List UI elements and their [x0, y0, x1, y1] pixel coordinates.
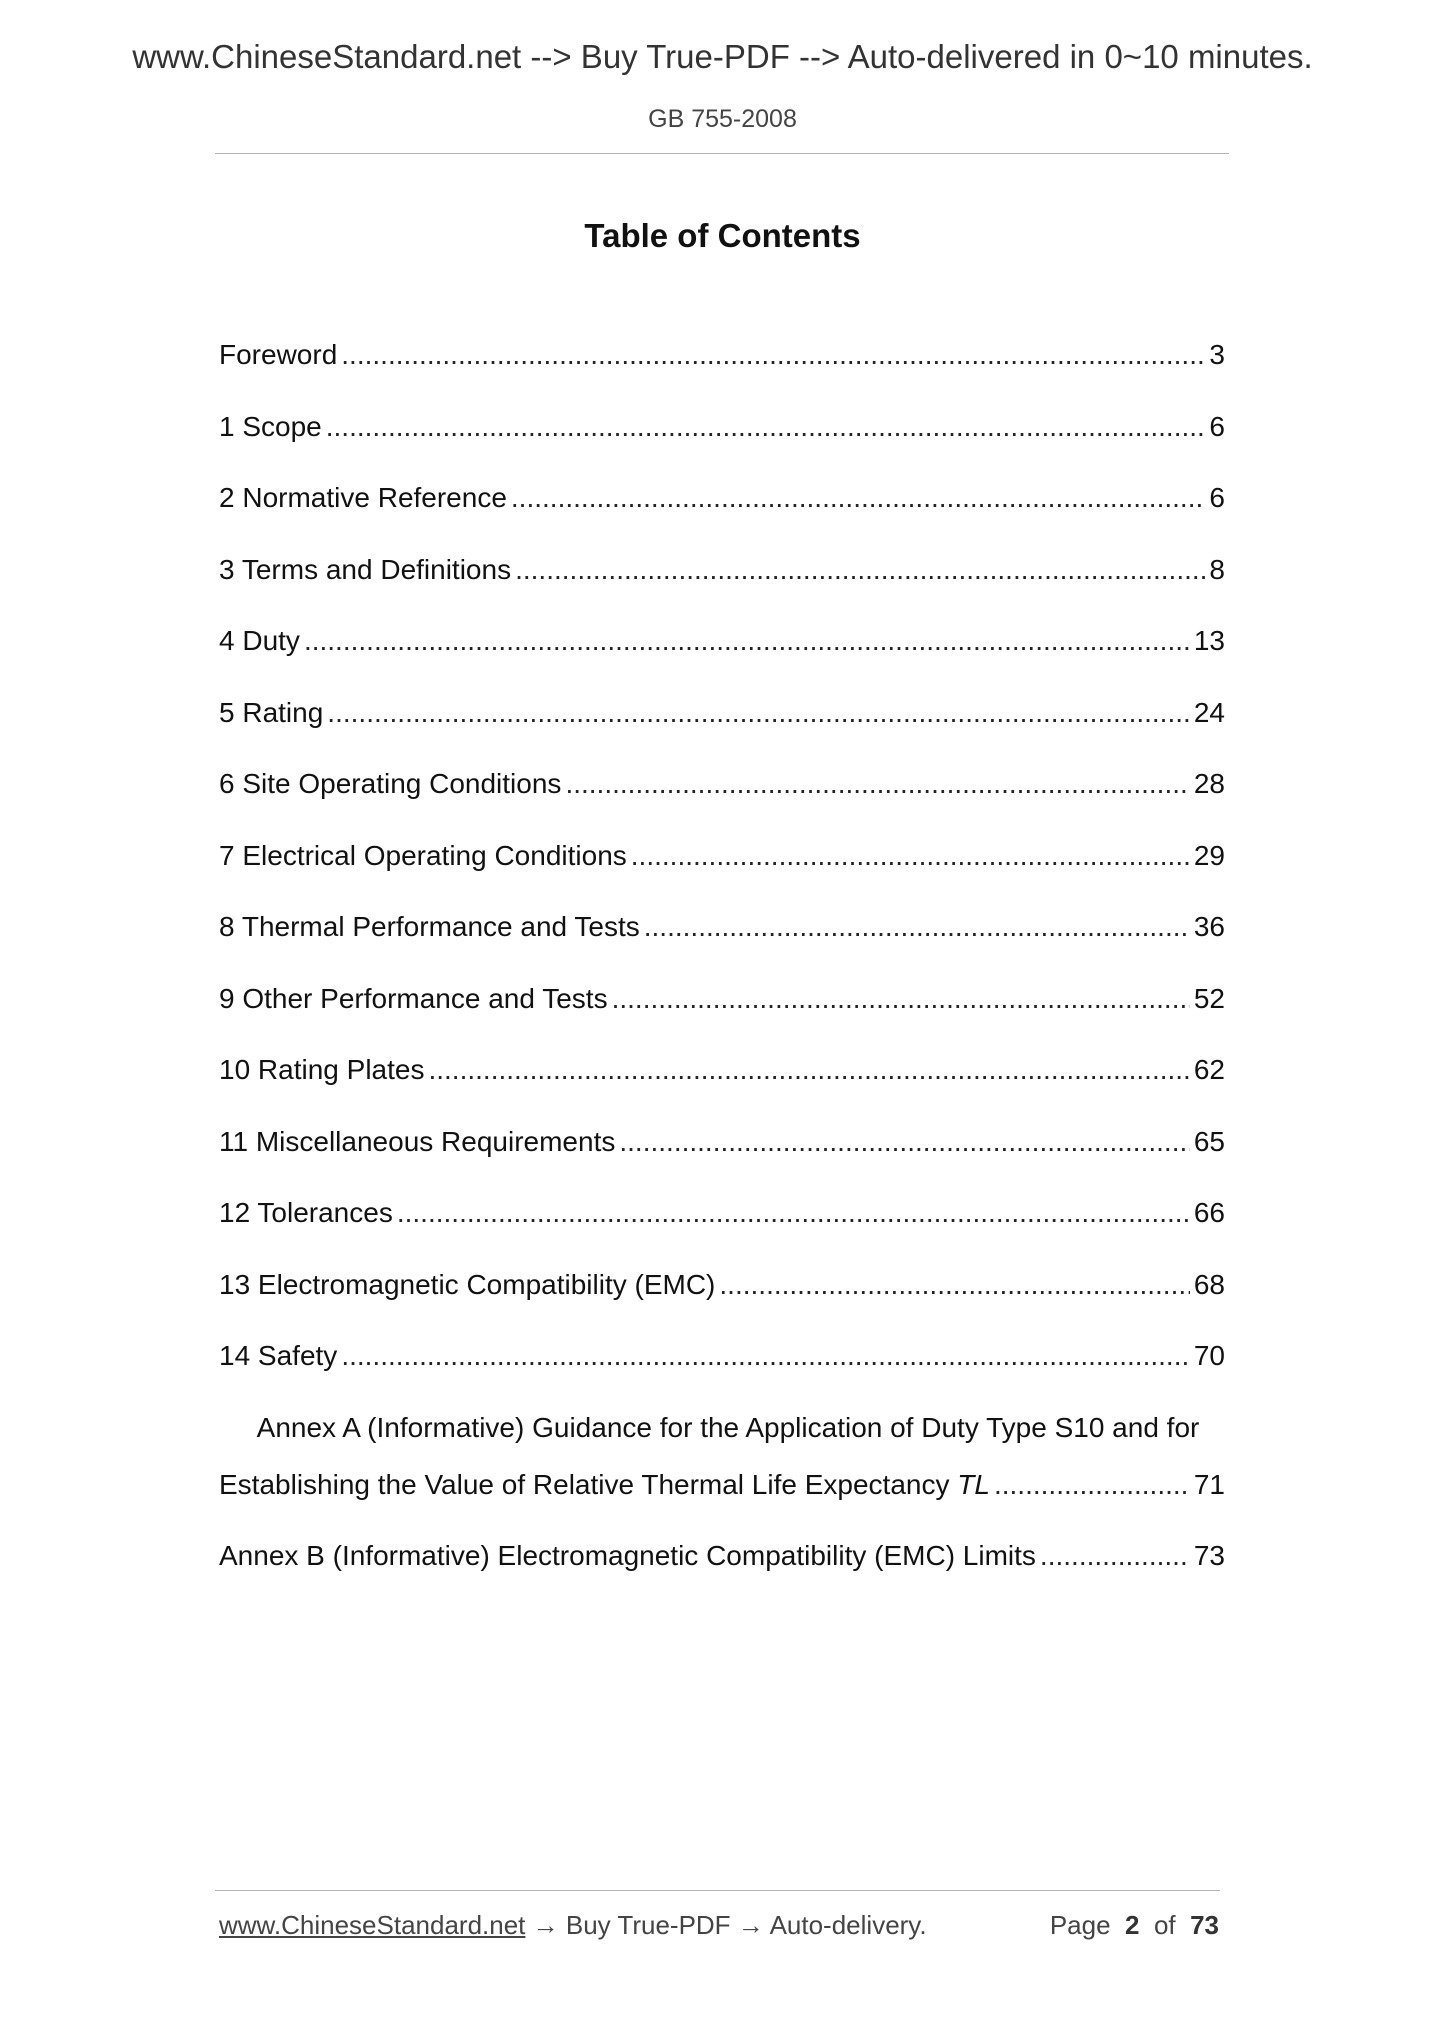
- toc-entry-label: 14 Safety: [219, 1340, 338, 1371]
- toc-entry-label: Annex A (Informative) Guidance for the Application of Duty Type S10 and for: [256, 1411, 1200, 1443]
- dot-leader: [511, 478, 1206, 518]
- toc-entry-label: 6 Site Operating Conditions: [219, 768, 562, 799]
- toc-entry-page: 28: [1193, 768, 1225, 799]
- dot-leader: [994, 1465, 1190, 1505]
- footer: [219, 1910, 1219, 1941]
- page-word: Page: [1049, 1910, 1111, 1940]
- toc-entry-foreword[interactable]: [219, 335, 1225, 407]
- toc-entry-label: Annex B (Informative) Electromagnetic Compatibility (EMC) Limits: [219, 1540, 1036, 1571]
- toc-entry-page: 70: [1193, 1340, 1225, 1371]
- document-code: GB 755-2008: [648, 105, 797, 133]
- annex-a-line2: Establishing the Value of Relative Thermal Life Expectancy: [219, 1468, 950, 1500]
- toc-entry-scope[interactable]: [219, 407, 1225, 479]
- toc-entry-page: 68: [1193, 1268, 1225, 1300]
- toc-entry-label: Foreword: [219, 339, 338, 370]
- toc-entry-page: 62: [1193, 1054, 1225, 1085]
- dot-leader: [515, 550, 1205, 590]
- footer-divider: [215, 1890, 1220, 1891]
- toc-entry-label: 13 Electromagnetic Compatibility (EMC): [219, 1268, 716, 1300]
- current-page: 2: [1125, 1910, 1140, 1940]
- toc-entry-page: 3: [1209, 339, 1225, 370]
- dot-leader: [304, 621, 1190, 661]
- dot-leader: [397, 1193, 1190, 1233]
- dot-leader: [341, 335, 1205, 375]
- toc-entry-safety[interactable]: [219, 1336, 1225, 1408]
- of-word: of: [1153, 1910, 1176, 1940]
- dot-leader: [644, 907, 1190, 947]
- dot-leader: [428, 1050, 1189, 1090]
- toc-entry-label: 9 Other Performance and Tests: [219, 982, 608, 1014]
- footer-site-link[interactable]: www.ChineseStandard.net: [219, 1910, 526, 1940]
- toc-entry-label: 1 Scope: [219, 410, 322, 442]
- toc-entry-page: 6: [1209, 482, 1225, 513]
- toc-entry-page: 24: [1193, 696, 1225, 728]
- page-indicator: [1050, 1910, 1219, 1941]
- header-divider: [215, 153, 1229, 154]
- toc-list: [219, 335, 1225, 1608]
- toc-entry-rating[interactable]: [219, 693, 1225, 765]
- toc-entry-annex-a[interactable]: [219, 1465, 1225, 1537]
- toc-entry-label: 7 Electrical Operating Conditions: [219, 839, 627, 871]
- toc-entry-thermal-performance[interactable]: [219, 907, 1225, 979]
- toc-entry-page: 6: [1209, 410, 1225, 442]
- toc-entry-annex-b[interactable]: [219, 1536, 1225, 1608]
- toc-entry-electrical-operating-conditions[interactable]: [219, 836, 1225, 908]
- toc-entry-tolerances[interactable]: [219, 1193, 1225, 1265]
- toc-entry-page: 73: [1193, 1540, 1225, 1571]
- toc-entry-normative-reference[interactable]: [219, 478, 1225, 550]
- toc-entry-duty[interactable]: [219, 621, 1225, 693]
- toc-entry-annex-a-line1[interactable]: [219, 1408, 1225, 1465]
- toc-entry-label: 2 Normative Reference: [219, 482, 507, 513]
- toc-entry-page: 65: [1193, 1125, 1225, 1157]
- toc-entry-label: 4 Duty: [219, 625, 300, 656]
- toc-entry-page: 8: [1209, 553, 1225, 585]
- dot-leader: [341, 1336, 1190, 1376]
- toc-entry-label: 8 Thermal Performance and Tests: [219, 911, 640, 942]
- toc-entry-label: 10 Rating Plates: [219, 1054, 425, 1085]
- toc-entry-page: 29: [1193, 839, 1225, 871]
- toc-entry-page: 13: [1193, 625, 1225, 656]
- toc-entry-label: 5 Rating: [219, 696, 324, 728]
- toc-entry-page: 66: [1193, 1197, 1225, 1228]
- dot-leader: [1040, 1536, 1190, 1576]
- dot-leader: [612, 979, 1190, 1019]
- toc-entry-label: [219, 1465, 990, 1505]
- toc-entry-other-performance[interactable]: [219, 979, 1225, 1051]
- top-banner: www.ChineseStandard.net --> Buy True-PDF --> Auto-delivered in 0~10 minutes.: [132, 38, 1313, 75]
- dot-leader: [619, 1122, 1189, 1162]
- toc-entry-page: 71: [1193, 1468, 1225, 1500]
- total-pages: 73: [1190, 1910, 1219, 1940]
- toc-entry-label: 12 Tolerances: [219, 1197, 393, 1228]
- toc-entry-page: 36: [1193, 911, 1225, 942]
- annex-a-symbol: TL: [957, 1468, 990, 1500]
- toc-entry-terms-definitions[interactable]: [219, 550, 1225, 622]
- toc-entry-rating-plates[interactable]: [219, 1050, 1225, 1122]
- toc-entry-site-operating-conditions[interactable]: [219, 764, 1225, 836]
- toc-entry-label: 11 Miscellaneous Requirements: [219, 1125, 616, 1157]
- dot-leader: [565, 764, 1189, 804]
- toc-entry-emc[interactable]: [219, 1265, 1225, 1337]
- toc-entry-label: 3 Terms and Definitions: [219, 553, 512, 585]
- toc-title: Table of Contents: [584, 217, 861, 254]
- toc-entry-miscellaneous-requirements[interactable]: [219, 1122, 1225, 1194]
- toc-entry-page: 52: [1193, 982, 1225, 1014]
- dot-leader: [326, 407, 1206, 447]
- dot-leader: [327, 693, 1190, 733]
- dot-leader: [631, 836, 1190, 876]
- footer-tagline: → Buy True-PDF → Auto-delivery.: [525, 1910, 927, 1940]
- dot-leader: [719, 1265, 1189, 1305]
